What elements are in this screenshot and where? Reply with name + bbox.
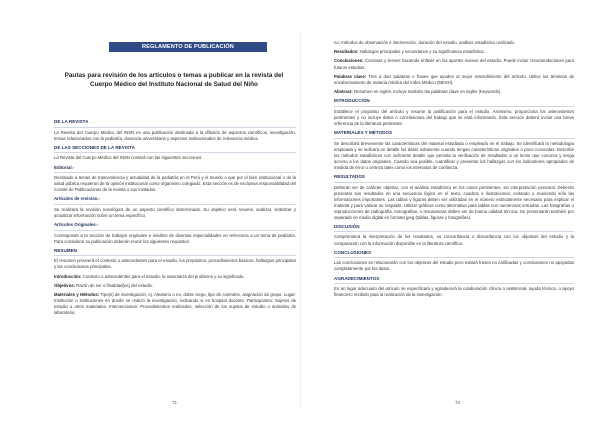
section-originales [54, 222, 296, 245]
paragraph-text: Contexto o antecedentes para el estudio, la naturaleza del problema y su significado. [81, 273, 245, 279]
document-title: Pautas para revisión de los artículos o temas a publicar en la revista del Cuerpo Médico del Instituto Nacional de Salud del Niño [64, 72, 284, 88]
paragraph-text: Tres a diez palabras o frases que ayuden al mejor entendimiento del artículo. Utilice los términos de encabezamiento de materia médica del Index Médico (MESH). [334, 73, 575, 85]
section-text: La Revista del Cuerpo Médico del INSN es una publicación destinada a la difusión de aspectos científicos, investigación, temas relacionados con la pediatría, docencia universitaria y aspectos institucionales de relevancia médica. [54, 129, 296, 141]
section-revision [54, 196, 296, 219]
labeled-paragraph [334, 58, 574, 70]
paragraph-text: Resumen en inglés. Incluye también las palabras clave en inglés (Keywords). [352, 89, 502, 95]
section-resultados [334, 174, 574, 221]
section-banner: REGLAMENTO DE PUBLICACIÓN [109, 42, 267, 52]
section-resumen [54, 248, 296, 271]
divider [54, 152, 296, 153]
paragraph-label: Conclusiones: [334, 58, 364, 64]
section-text: Comprenderá la interpretación de los resultados, su concordancia o discordancia con los objetivos del estudio y la comparación con la información disponible en la literatura científica. [334, 234, 574, 246]
paragraph-text: Concisas y breves haciendo énfasis en los aportes nuevos del estudio. Puede incluir recomendaciones para futuros estudios. [334, 58, 574, 70]
paragraph-label: Introducción: [54, 273, 82, 279]
section-heading: MATERIALES Y MÉTODOS [334, 130, 393, 136]
labeled-paragraph [334, 89, 574, 95]
divider [334, 257, 574, 258]
labeled-paragraph [54, 283, 296, 289]
section-heading: DISCUSIÓN [334, 223, 360, 229]
section-heading: DE LA REVISTA [54, 119, 89, 124]
section-heading: DE LAS SECCIONES DE LA REVISTA [54, 144, 135, 150]
section-heading: Artículos Originales.- [54, 222, 99, 228]
divider [334, 138, 574, 139]
section-conclusiones [334, 250, 574, 273]
section-agradecimientos [334, 276, 574, 299]
paragraph-label: Materiales y Métodos: [54, 292, 100, 298]
paragraph-text: Tipo(s) de investigación, ej. Aleatorio o no, doble ciego, tipo de controles, asignación de grupo. Lugar: Institución o instituciones en donde se realizó la investigación, indicando si es hospital docente. Participantes: Sujetos de estudio u otros materiales. Intervenciones: Procedimientos realizados, selección de los sujetos de estudio o animales de laboratorio, [54, 292, 296, 316]
section-text: Establece el propósito del artículo y resume la justificación para el estudio. Asimismo, proporciona los antecedentes pertinentes y no incluye datos o conclusiones del trabajo que se está informando. Esta sección deberá incluir una breve referencia de la literatura pertinente. [334, 108, 574, 126]
paragraph-label: Palabras clave: [334, 73, 367, 79]
section-text: Destinado a temas de trascendencia y actualidad de la pediatría en el Perú y el mundo o que por el bien institucional o de la salud pública requieran de la opinión institucional como organismo colegiado. Esta sección es de exclusiva responsabilidad del Comité de Publicaciones de la revista o sus invitados. [54, 175, 296, 193]
labeled-paragraph [334, 49, 574, 55]
right-page-content [334, 40, 574, 301]
divider [334, 231, 574, 232]
page-gutter [300, 30, 301, 410]
section-heading: RESULTADOS [334, 174, 365, 180]
paragraph-label: Objetivos: [54, 282, 76, 288]
divider [54, 172, 296, 173]
labeled-paragraph [54, 274, 296, 280]
section-secciones [54, 145, 296, 162]
section-heading: Artículos de revisión.- [54, 196, 101, 202]
section-introduccion [334, 98, 574, 127]
left-page-content [54, 118, 296, 320]
section-discusion [334, 224, 574, 247]
section-revista [54, 119, 296, 142]
labeled-paragraph [334, 74, 574, 86]
page-number-left: 71 [172, 400, 178, 405]
section-heading: INTRODUCCIÓN [334, 98, 370, 104]
divider [334, 283, 574, 284]
divider [334, 182, 574, 183]
section-text: Corresponde a la sección de trabajos originales e inéditos de diversas especialidades en referencia a un tema de pediatría. Para considerar su publicación deberán reunir los siguientes requisitos: [54, 232, 296, 244]
section-text: Deberán ser de carácter objetivo, con el análisis estadístico en los casos pertinentes, sin interpretación personal. Deberán presentar sus resultados en una secuencia lógica en el texto, cuadros e ilustraciones; evitando o reuniendo sólo las informaciones importantes. Las tablas y figuras deben ser utilizadas en el número estrictamente necesario para explicar el material y para valorar su respaldo. Utilizar gráficos como alternativa para tablas con numerosas entradas. Las fotografías o reproducciones de radiografía, tomografías, o resonancias deben ser de buena calidad técnica. Se presentarán también por separado en medio digital en formato jpeg (tablas, figuras y fotografías). [334, 184, 574, 220]
paragraph-label: Abstract: [334, 89, 353, 95]
section-editorial [54, 165, 296, 194]
labeled-paragraph [54, 292, 296, 316]
divider [54, 127, 296, 128]
divider [54, 230, 296, 231]
divider [54, 204, 296, 205]
paragraph-text: no; métodos de observación e intervención, duración del estudio, análisis estadístico realizado. [334, 40, 516, 45]
section-heading: AGRADECIMIENTOS [334, 275, 380, 281]
section-heading: CONCLUSIONES [334, 249, 372, 255]
labeled-paragraph [334, 40, 574, 46]
section-text: Se describirá brevemente las características del material estudiado o empleado en el trabajo. Se identificará la metodología empleada y se indicará en detalle los datos solamente cuando tengan características originales o poco conocidas. Describir los métodos estadísticos con suficiente detalle que permita la verificación de resultados a un lector que conozca y tenga acceso a los datos originales. Cuando sea posible, cuantificar y presentar los hallazgos con los indicadores apropiados de medida de error o certeza tales como los intervalos de confianza. [334, 140, 574, 170]
section-heading: RESUMEN [54, 247, 77, 253]
section-materiales [334, 130, 574, 171]
divider [54, 255, 296, 256]
divider [334, 106, 574, 107]
page-number-right: 72 [455, 400, 461, 405]
paragraph-text: Hallazgos principales y secundarios y su significancia estadística. [358, 49, 485, 55]
paragraph-label: Resultados: [334, 49, 359, 55]
section-text: El resumen proveerá el contexto o antecedentes para el estudio, los propósitos, procedimientos básicos, hallazgos principales y las conclusiones principales. [54, 258, 296, 270]
section-text: Se realizará la revisión nosológica de un aspecto científico determinado. Su objetivo será resumir, analizar, sintetizar y actualizar información sobre un tema específico. [54, 206, 296, 218]
section-text: En un lugar adecuado del artículo se especificará y agradecerá la colaboración clínica o asistencial, ayuda técnica, o apoyo financiero recibido para la realización de la investigación. [334, 286, 574, 298]
section-text: La Revista del Cuerpo Médico del INSN contará con las siguientes secciones: [54, 155, 203, 161]
section-heading: Editorial.- [54, 164, 75, 170]
paragraph-text: Razón de ser o finalidad(es) del estudio. [75, 282, 154, 288]
section-text: Las conclusiones se relacionarán con los objetivos del estudio pero evitará frases no calificadas y conclusiones no apoyadas completamente por los datos. [334, 260, 574, 272]
